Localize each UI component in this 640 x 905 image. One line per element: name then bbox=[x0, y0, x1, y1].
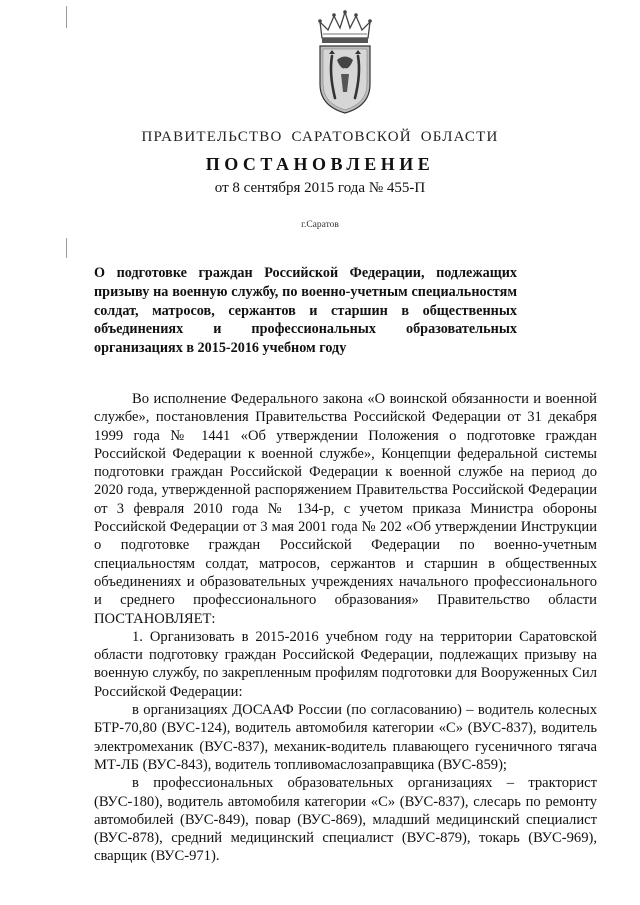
document-date-number: от 8 сентября 2015 года № 455-П bbox=[214, 180, 426, 196]
body-paragraph-item-1: 1. Организовать в 2015-2016 учебном году на территории Саратовской области подготовку граждан Российской Федерации, подлежащих призыву на военную службу, по закрепленным профилям подготовки для Вооруженных Сил Российской Федерации: bbox=[94, 628, 597, 700]
body-paragraph-dosaaf: в организациях ДОСААФ России (по согласованию) – водитель колесных БТР-70,80 (ВУС-124), водитель автомобиля категории «С» (ВУС-837), водитель электромеханик (ВУС-837), механик-водитель плавающего гусеничного тягача МТ-ЛБ (ВУС-843), водитель топливомаслозаправщика (ВУС-859); bbox=[94, 702, 597, 773]
saratov-coat-of-arms-icon bbox=[314, 10, 376, 115]
government-title: ПРАВИТЕЛЬСТВО САРАТОВСКОЙ ОБЛАСТИ bbox=[141, 129, 499, 145]
document-subject: О подготовке граждан Российской Федерации, подлежащих призыву на военную службу, по военно-учетным специальностям солдат, матросов, сержантов и старшин в общественных объединениях и профессиональных образовательных организациях в 2015-2016 учебном году bbox=[94, 265, 517, 357]
document-body bbox=[94, 390, 597, 866]
scan-artifact-line bbox=[66, 238, 67, 258]
document-city: г.Саратов bbox=[301, 220, 339, 230]
scan-artifact-line bbox=[66, 6, 67, 28]
body-paragraph-preamble: Во исполнение Федерального закона «О воинской обязанности и военной службе», постановления Правительства Российской Федерации от 31 декабря 1999 года № 1441 «Об утверждении Положения о подготовке граждан Российской Федерации к военной службе», Концепции федеральной системы подготовки граждан Российской Федерации к военной службе на период до 2020 года, утвержденной распоряжением Правительства Российской Федерации от 3 февраля 2010 года № 134-р, с учетом приказа Министра обороны Российской Федерации от 3 мая 2001 года № 202 «Об утверждении Инструкции о подготовке граждан Российской Федерации по военно-учетным специальностям солдат, матросов, сержантов и старшин в общественных объединениях и образовательных учреждениях начального профессионального и среднего профессионального образования» Правительство области ПОСТАНОВЛЯЕТ: bbox=[94, 391, 597, 627]
document-type-title: ПОСТАНОВЛЕНИЕ bbox=[205, 154, 435, 174]
body-paragraph-education-orgs: в профессиональных образовательных организациях – тракторист (ВУС-180), водитель автомобиля категории «С» (ВУС-837), слесарь по ремонту автомобилей (ВУС-849), повар (ВУС-869), младший медицинский специалист (ВУС-878), средний медицинский специалист (ВУС-879), токарь (ВУС-969), сварщик (ВУС-971). bbox=[94, 775, 597, 865]
